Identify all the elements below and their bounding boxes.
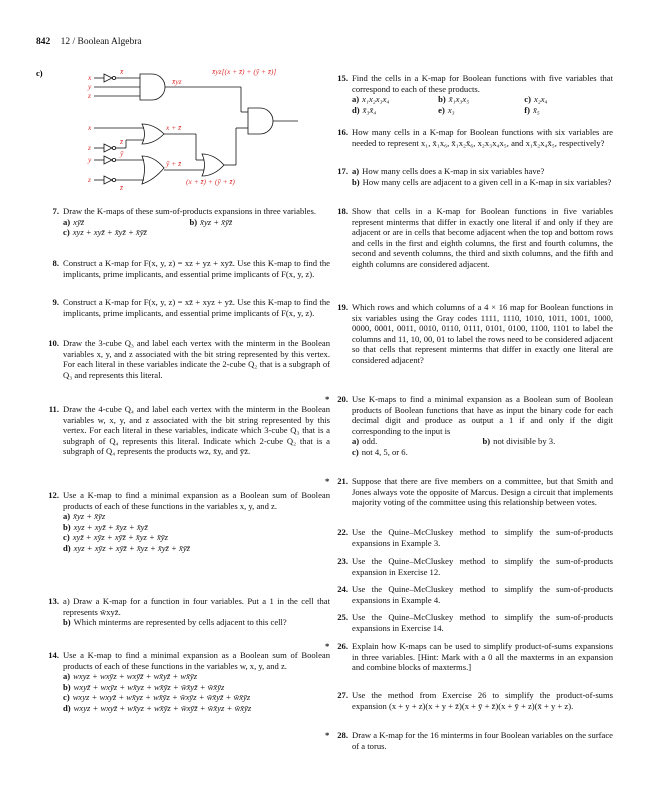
exercise-text: 7. <box>52 206 59 216</box>
exercise-text: b) <box>352 176 360 187</box>
not-y-label: ȳ <box>120 149 124 158</box>
exercise-text: xyz + xȳz + xȳz̄ + x̄yz + x̄yz̄ + x̄ȳz̄ <box>73 542 190 553</box>
exercise-text: f) <box>524 104 530 115</box>
exercise-11 <box>40 404 330 457</box>
exercise-text: 8. <box>52 258 59 268</box>
exercise-text: a) <box>352 94 360 105</box>
exercise-text: How many cells does a K-map in six variables have? <box>362 166 545 176</box>
final-output: x̄yz[(x + z̄) + (ȳ + z̄)] <box>212 67 277 76</box>
exercise-text: wxyz̄ + wxȳz + wx̄yz + wx̄ȳz + w̄x̄yz̄ + w̄x̄ȳz <box>73 681 225 692</box>
exercise-text: Use a K-map to find a minimal expansion as a Boolean sum of Boolean products of each of these functions in the variables x, y, and z. <box>63 490 330 511</box>
exercise-18 <box>329 206 613 270</box>
page-header <box>36 37 142 47</box>
exercise-text: 24. <box>337 584 348 594</box>
input-y-low: y <box>88 155 92 164</box>
exercise-20 <box>325 394 613 458</box>
exercise-text: 15. <box>337 73 348 83</box>
exercise-text: x₁x₂x₃x₄ <box>362 94 390 105</box>
exercise-text: d) <box>352 104 360 115</box>
exercise-text: 27. <box>337 690 348 700</box>
exercise-text: 28. <box>337 730 348 740</box>
exercise-text: 14. <box>48 650 59 660</box>
exercise-10 <box>40 338 330 380</box>
exercise-text: Suppose that there are five members on a committee, but that Smith and Jones always vote the opposite of Marcus. Design a circuit that implements majority voting of the committee using this relationship between votes. <box>352 476 613 508</box>
exercise-text: 12. <box>48 490 59 500</box>
exercise-text: b) <box>63 681 71 692</box>
exercise-text: not divisible by 3. <box>493 436 556 447</box>
exercise-15 <box>329 73 613 115</box>
exercise-text: 23. <box>337 556 348 566</box>
exercise-text: a) <box>352 166 360 176</box>
exercise-27 <box>329 690 613 711</box>
exercise-text: 9. <box>52 297 59 307</box>
exercise-text: Draw the 4-cube Q₄ and label each vertex with the minterm in the Boolean variables w, x, y, and z associated with the bit string represented by this vertex. For each literal in these variables, indicate which 3-cube Q₃ that is a subgraph of Q₄ represents this literal. Indicate which 2-cube Q₂ that is a subgraph of Q₄ represents the products wz, x̄y, and ȳz̄. <box>63 404 330 457</box>
exercise-text: Use the Quine–McCluskey method to simplify the sum-of-products expansions in Example 3. <box>352 527 613 548</box>
exercise-text: c) <box>352 446 359 457</box>
exercise-text: x̄₃x̄₄ <box>362 104 377 115</box>
exercise-23 <box>329 556 613 577</box>
exercise-7 <box>40 206 316 238</box>
exercise-text: d) <box>63 542 71 553</box>
exercise-text: not 4, 5, or 6. <box>361 446 408 457</box>
exercise-text: 20. <box>337 394 348 404</box>
exercise-text: c) <box>63 532 70 543</box>
exercise-text: b) <box>482 436 491 447</box>
and-low-output: (x + z̄) + (ȳ + z̄) <box>186 177 235 186</box>
exercise-26 <box>325 641 613 673</box>
exercise-text: xȳz̄ <box>73 216 85 227</box>
exercise-text: * <box>325 730 330 740</box>
and-top-output: x̄yz <box>172 77 182 86</box>
exercise-text: odd. <box>362 436 378 447</box>
exercise-text: Use K-maps to find a minimal expansion as a Boolean sum of Boolean products of Boolean functions that have as input the binary code for each decimal digit and produce as output a 1 if and only if the digit corresponding to the input is <box>352 394 613 436</box>
exercise-text: Which rows and which columns of a 4 × 16 map for Boolean functions in six variables using the Gray codes 1111, 1110, 1010, 1011, 1001, 1000, 0000, 0001, 0011, 0010, 0110, 0111, 0101, 0100, 1100, 1101 to label the columns and 11, 10, 00, 01 to label the rows need to be considered adjacent so that cells that represent minterms that differ in exactly one literal are considered adjacent? <box>352 302 613 365</box>
exercise-text: Use a K-map to find a minimal expansion as a Boolean sum of Boolean products of each of these functions in the variables w, x, y, and z. <box>63 650 330 671</box>
not-x-label: x̄ <box>120 67 124 76</box>
exercise-text: d) <box>63 702 71 713</box>
exercise-text: 13. <box>48 596 59 606</box>
exercise-text: wxyz + wxȳz + wxȳz̄ + wx̄yz̄ + wx̄ȳz <box>73 671 198 682</box>
exercise-text: How many cells are adjacent to a given cell in a K-map in six variables? <box>362 176 612 187</box>
exercise-text: Use the Quine–McCluskey method to simplify the sum-of-products expansions in Example 4. <box>352 584 613 605</box>
input-z-low: z <box>88 175 91 184</box>
exercise-text: * <box>325 641 330 651</box>
exercise-text: 26. <box>337 641 348 651</box>
exercise-text: x̄₁x₃x₅ <box>448 94 470 105</box>
exercise-12 <box>40 490 330 554</box>
exercise-text: Use the Quine–McCluskey method to simplify the sum-of-products expansions in Exercise 14. <box>352 612 613 633</box>
exercise-9 <box>40 297 330 318</box>
exercise-text: Draw the 3-cube Q₃ and label each vertex with the minterm in the Boolean variables x, y, and z associated with the bit string represented by this vertex. For each literal in these variables indicate the 2-cube Q₂ that is a subgraph of Q₃ and represents this literal. <box>63 338 330 380</box>
exercise-text: x₂x₄ <box>533 94 548 105</box>
exercise-text: Construct a K-map for F(x, y, z) = xz + yz + xyz̄. Use this K-map to find the implicants, prime implicants, and essential prime implicants of F(x, y, z). <box>63 258 330 279</box>
exercise-text: e) <box>438 104 445 115</box>
exercise-24 <box>329 584 613 605</box>
or-low-output: ȳ + z̄ <box>166 159 182 168</box>
exercise-text: 11. <box>48 404 59 414</box>
exercise-22 <box>329 527 613 548</box>
exercise-text: 17. <box>337 166 348 176</box>
input-z-mid: z <box>88 143 91 152</box>
exercise-text: Which minterms are represented by cells adjacent to this cell? <box>73 617 287 628</box>
logic-circuit-diagram <box>36 60 316 200</box>
exercise-text: x̄yz + x̄ȳz <box>73 511 106 522</box>
exercise-14 <box>40 650 330 714</box>
exercise-text: a) <box>352 436 360 447</box>
exercise-text: 25. <box>337 612 348 622</box>
input-x-mid: x <box>88 123 92 132</box>
exercise-text: xyz + xyz̄ + x̄yz + x̄yz̄ <box>73 521 148 532</box>
exercise-25 <box>329 612 613 633</box>
page-number: 842 <box>36 37 51 47</box>
exercise-text: wxyz + wxyz̄ + wx̄yz + wx̄ȳz + w̄xȳz + w̄x̄yz̄ + w̄x̄ȳz <box>72 692 251 703</box>
exercise-8 <box>40 258 330 279</box>
exercise-text: c) <box>63 692 70 703</box>
exercise-17 <box>329 166 613 187</box>
running-title: 12 / Boolean Algebra <box>60 37 142 47</box>
exercise-text: 10. <box>48 338 59 348</box>
input-x-top: x <box>88 73 92 82</box>
input-y-top: y <box>88 82 92 91</box>
not-z-label-low: z̄ <box>120 183 123 192</box>
exercise-text: a) <box>63 216 71 227</box>
exercise-text: Show that cells in a K-map for Boolean functions in five variables represent minterms that differ in exactly one literal if and only if they are adjacent or are in cells that become adjacent when the top and bottom rows and cells in the first and eighth columns, the first and fourth columns, the second and seventh columns, the third and sixth columns, and the fifth and eighth columns are considered adjacent. <box>352 206 613 269</box>
exercise-text: Draw a K-map for the 16 minterms in four Boolean variables on the surface of a torus. <box>352 730 613 751</box>
exercise-text: Use the method from Exercise 26 to simplify the product-of-sums expansion (x + y + z)(x + y + z̄)(x + ȳ + z̄)(x + ȳ + z)(x̄ + y + z). <box>352 690 613 711</box>
exercise-text: a) Draw a K-map for a function in four variables. Put a 1 in the cell that represents w̄xyz̄. <box>63 596 330 617</box>
exercise-text: b) <box>63 521 71 532</box>
exercise-text: Explain how K-maps can be used to simplify product-of-sums expansions in three variables. [Hint: Mark with a 0 all the maxterms in an expansion and combine blocks of maxterms.] <box>352 641 613 673</box>
exercise-text: a) <box>63 511 71 522</box>
exercise-16 <box>329 127 613 148</box>
input-z-top: z <box>88 91 91 100</box>
exercise-text: x̄yz + x̄ȳz̄ <box>200 216 233 227</box>
or-mid-output: x + z̄ <box>166 123 182 132</box>
diagram-label: c) <box>36 68 43 78</box>
exercise-28 <box>325 730 613 751</box>
exercise-21 <box>325 476 613 508</box>
exercise-text: 19. <box>337 302 348 312</box>
exercise-text: Use the Quine–McCluskey method to simplify the sum-of-products expansion in Exercise 12. <box>352 556 613 577</box>
not-z-label-mid: z̄ <box>120 137 123 146</box>
exercise-text: Find the cells in a K-map for Boolean functions with five variables that correspond to each of these products. <box>352 73 613 94</box>
exercise-text: How many cells in a K-map for Boolean functions with six variables are needed to represent x₁, x̄₁x₆, x̄₁x₂x̄₆, x₂x₃x₄x₅, and x₁x̄₂x₄x̄₅, respectively? <box>352 127 613 148</box>
exercise-text: Construct a K-map for F(x, y, z) = xz̄ + xyz + yz̄. Use this K-map to find the implicants, prime implicants, and essential prime implicants of F(x, y, z). <box>63 297 330 318</box>
exercise-text: a) <box>63 671 71 682</box>
exercise-text: 16. <box>337 127 348 137</box>
exercise-text: c) <box>63 227 70 238</box>
exercise-text: b) <box>189 216 198 227</box>
exercise-text: wxyz + wxyz̄ + wx̄yz + wx̄ȳz + w̄xȳz̄ + w̄x̄yz + w̄x̄ȳz <box>73 702 252 713</box>
exercise-text: 18. <box>337 206 348 216</box>
exercise-13 <box>40 596 330 628</box>
exercise-text: xyz̄ + xȳz + xȳz̄ + x̄yz + x̄ȳz <box>72 532 168 543</box>
exercise-text: x₃ <box>447 104 455 115</box>
exercise-text: Draw the K-maps of these sum-of-products expansions in three variables. <box>63 206 316 216</box>
exercise-text: 22. <box>337 527 348 537</box>
exercise-text: * <box>325 394 330 404</box>
exercise-text: * <box>325 476 330 486</box>
exercise-19 <box>329 302 613 366</box>
exercise-text: 21. <box>337 476 348 486</box>
exercise-text: b) <box>63 617 71 628</box>
exercise-text: xyz + xyz̄ + x̄yz̄ + x̄ȳz̄ <box>72 227 147 238</box>
exercise-text: b) <box>438 94 446 105</box>
exercise-text: x̄₅ <box>532 104 540 115</box>
exercise-text: c) <box>524 94 531 105</box>
